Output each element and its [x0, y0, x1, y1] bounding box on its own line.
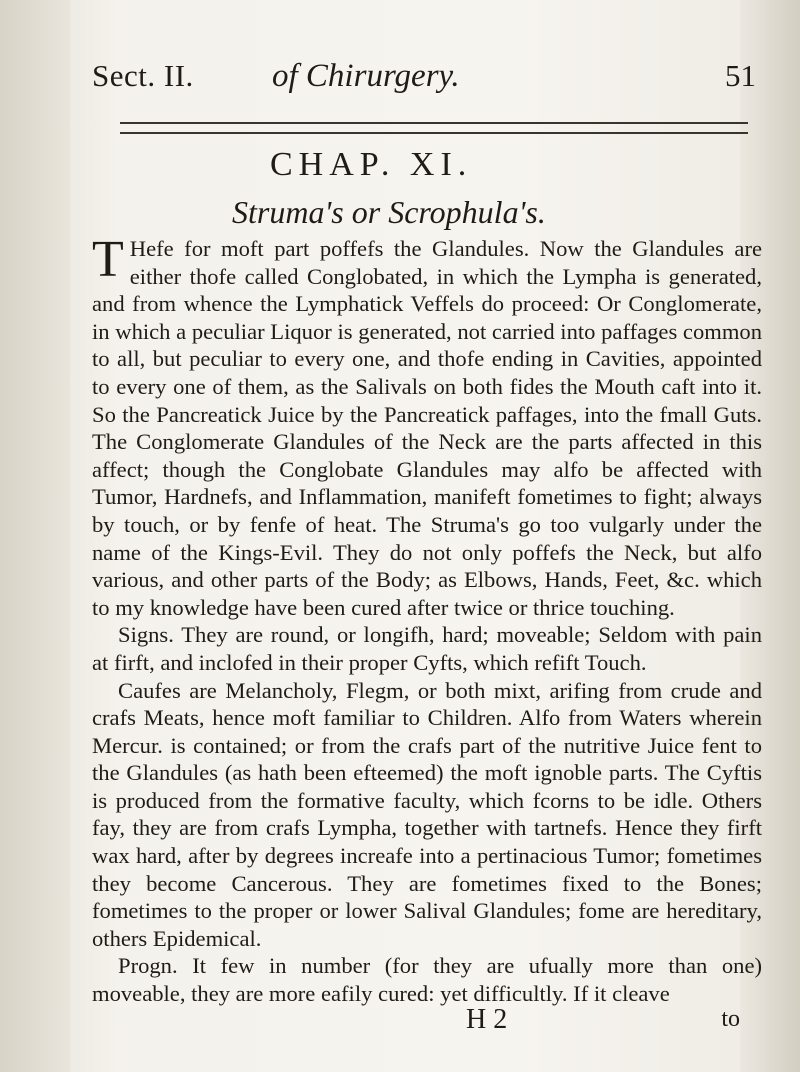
paragraph-causes: Caufes are Melancholy, Flegm, or both mixt, arifing from crude and crafs Meats, hence moft familiar to Children. Alfo from Waters wherein Mercur. is contained; or from the crafs part of the nutritive Juice fent to the Glandules (as hath been efteemed) the moft ignoble parts. The Cyftis is produced from the formative faculty, which fcorns to be idle. Others fay, they are from crafs Lympha, together with tartnefs. Hence they firft wax hard, after by degrees increafe into a pertinacious Tumor; fometimes they become Cancerous. They are fometimes fixed to the Bones; fometimes to the proper or lower Salival Glandules; fome are hereditary, others Epidemical. — [92, 677, 762, 951]
body-text — [92, 231, 762, 1008]
ornamental-rule — [120, 122, 748, 134]
signature-mark: H 2 — [466, 1004, 508, 1035]
paragraph-intro-text: Hefe for moft part poffefs the Glandules. Now the Glandules are either thofe called Conglobated, in which the Lympha is generated, and from whence the Lymphatick Veffels do proceed: Or Conglomerate, in which a peculiar Liquor is generated, not carried into paffages common to all, but peculiar to every one, and thofe ending in Cavities, appointed to every one of them, as the Salivals on both fides the Mouth caft into it. So the Pancreatick Juice by the Pancreatick paffages, into the fmall Guts. The Conglomerate Glandules of the Neck are the parts affected in this affect; though the Conglobate Glandules may alfo be affected with Tumor, Hardnefs, and Inflammation, manifeft fometimes to fight; always by touch, or by fenfe of heat. The Struma's go too vulgarly under the name of the Kings-Evil. They do not only poffefs the Neck, but alfo various, and other parts of the Body; as Elbows, Hands, Feet, &c. which to my knowledge have been cured after twice or thrice touching. — [92, 236, 762, 620]
paragraph-prognosis: Progn. It few in number (for they are ufually more than one) moveable, they are more eafily cured: yet difficultly. If it cleave — [92, 953, 762, 1007]
chapter-subtitle: Struma's or Scrophula's. — [232, 194, 546, 230]
drop-cap: T — [92, 231, 124, 288]
left-gutter — [0, 0, 70, 1072]
section-label: Sect. II. — [92, 58, 194, 93]
chapter-heading: CHAP. XI. — [270, 146, 473, 183]
page-number: 51 — [725, 58, 756, 93]
running-title: of Chirurgery. — [272, 58, 460, 94]
paragraph-signs: Signs. They are round, or longifh, hard; moveable; Seldom with pain at firft, and inclofed in their proper Cyfts, which refift Touch. — [92, 622, 762, 675]
running-header — [92, 58, 756, 98]
paragraph-intro — [92, 231, 762, 621]
catchword: to — [721, 1006, 740, 1032]
